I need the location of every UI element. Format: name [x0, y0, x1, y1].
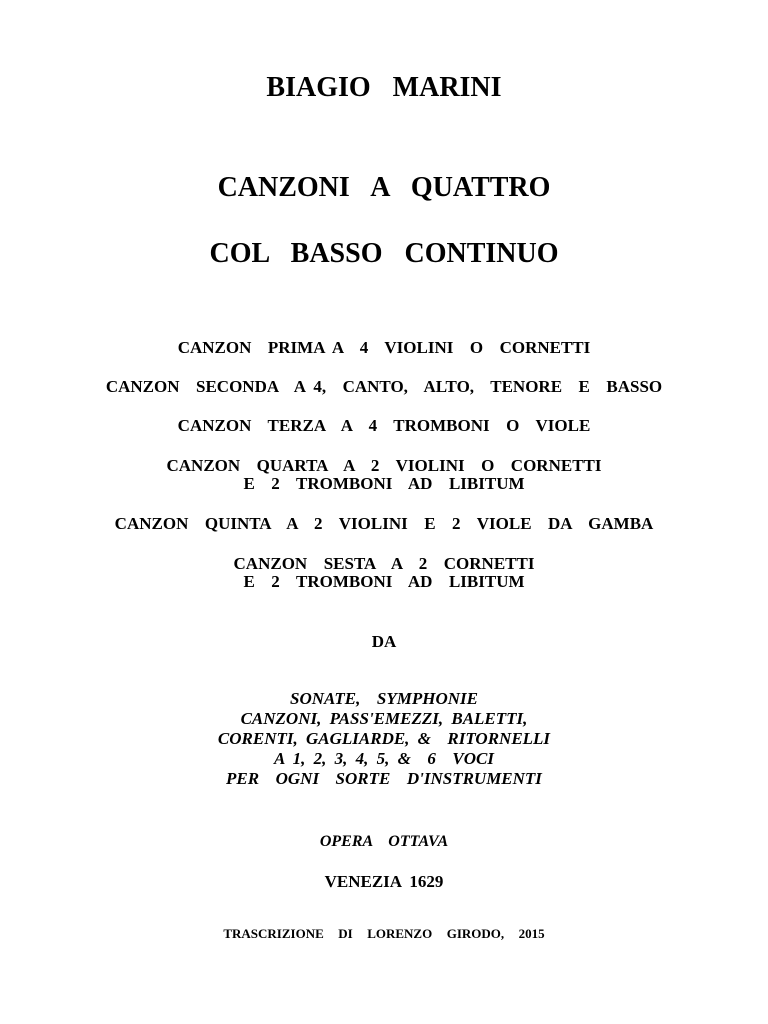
canzon-sesta-line-2: E 2 TROMBONI AD LIBITUM — [243, 572, 525, 591]
source-line-3: CORENTI, GAGLIARDE, & RITORNELLI — [217, 729, 551, 748]
canzon-quarta-line-2: E 2 TROMBONI AD LIBITUM — [243, 474, 525, 493]
work-title-line-2: COL BASSO CONTINUO — [209, 238, 559, 269]
canzon-sesta-line-1: CANZON SESTA A 2 CORNETTI — [233, 554, 535, 573]
composer-name: BIAGIO MARINI — [266, 72, 502, 103]
work-title-line-1: CANZONI A QUATTRO — [217, 172, 551, 203]
place-date: VENEZIA 1629 — [324, 872, 444, 891]
canzon-prima: CANZON PRIMA A 4 VIOLINI O CORNETTI — [177, 338, 591, 357]
source-line-1: SONATE, SYMPHONIE — [290, 689, 478, 708]
opus-label: OPERA OTTAVA — [319, 833, 449, 850]
da-label: DA — [371, 632, 397, 651]
canzon-quinta: CANZON QUINTA A 2 VIOLINI E 2 VIOLE DA GAMBA — [114, 514, 654, 533]
canzon-quarta-line-1: CANZON QUARTA A 2 VIOLINI O CORNETTI — [166, 456, 602, 475]
source-line-2: CANZONI, PASS'EMEZZI, BALETTI, — [240, 709, 528, 728]
canzon-seconda: CANZON SECONDA A 4, CANTO, ALTO, TENORE E BASSO — [105, 377, 663, 396]
source-line-5: PER OGNI SORTE D'INSTRUMENTI — [226, 769, 542, 788]
canzon-terza: CANZON TERZA A 4 TROMBONI O VIOLE — [177, 416, 591, 435]
transcription-credit: TRASCRIZIONE DI LORENZO GIRODO, 2015 — [223, 926, 545, 941]
source-line-4: A 1, 2, 3, 4, 5, & 6 VOCI — [274, 749, 494, 768]
